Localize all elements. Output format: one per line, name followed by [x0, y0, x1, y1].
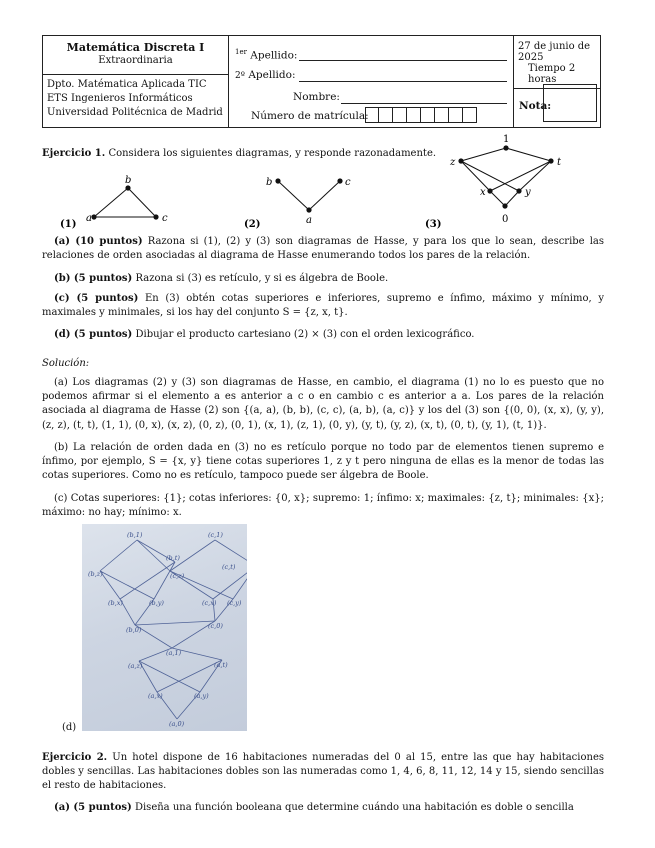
photo-node-b1: (b,1) — [127, 531, 143, 539]
grade-label: Nota: — [519, 100, 552, 112]
course-box — [43, 36, 228, 75]
department: Dpto. Matématica Aplicada TIC — [47, 79, 207, 90]
header-right-cell — [514, 36, 600, 127]
school: ETS Ingenieros Informáticos — [47, 93, 193, 104]
photo-node-c0: (c,0) — [208, 622, 223, 630]
photo-node-cz: (c,z) — [170, 572, 185, 580]
solution-a: (a) Los diagramas (2) y (3) son diagramas de Hasse, en cambio, el diagrama (1) no lo es puesto que no podemos afirmar si el elemento a es anterior a c o en cambio c es anterior a a. Los pares de la relación asociada al diagrama de Hasse (2) son {(a, a), (b, b), (c, c), (a, b), (a, c)} y los del (3) son {(0, 0), (x, x), (y, y), (z, z), (t, t), (1, 1), (0, x), (x, z), (0, z), (0, 1), (x, 1), (z, 1), (0, y), (y, t), (y, z), (x, t), (0, t), (y, 1), (t, 1)}. — [42, 377, 604, 431]
d2-node-b — [275, 178, 280, 183]
second-surname-field[interactable] — [299, 81, 507, 82]
d3-node-0 — [502, 203, 507, 208]
photo-node-bt: (b,t) — [166, 554, 180, 562]
d1-node-b — [125, 185, 130, 190]
photo-node-ct: (c,t) — [222, 563, 236, 571]
photo-sketch — [82, 524, 247, 731]
enrollment-label: Número de matrícula: — [251, 110, 369, 122]
university: Universidad Politécnica de Madrid — [47, 107, 223, 118]
photo-node-ax: (a,x) — [148, 692, 163, 700]
exercise2-part-a: (a) (5 puntos) Diseña una función booleana que determine cuándo una habitación es doble o sencilla — [54, 802, 574, 813]
d3-label-0: 0 — [502, 214, 509, 225]
d2-label-a: a — [306, 215, 312, 226]
header-student-cell — [229, 36, 514, 127]
d3-label-z: z — [450, 157, 456, 168]
exercise1-part-a: (a) (10 puntos) Razona si (1), (2) y (3) son diagramas de Hasse, y para los que lo sean, describe las relaciones de orden asociadas al diagrama de Hasse enumerando todos los pares de la relación. — [42, 236, 604, 262]
exam-date: 27 de junio de 2025 — [518, 41, 591, 63]
diagram-label-1: (1) — [60, 219, 77, 230]
handwritten-diagram-photo — [82, 524, 247, 731]
photo-node-b0: (b,0) — [126, 626, 142, 634]
photo-node-cy: (c,y) — [227, 599, 242, 607]
photo-node-by: (b,y) — [149, 599, 164, 607]
header-left-cell — [43, 36, 229, 127]
d3-node-y — [516, 188, 521, 193]
solution-title: Solución: — [42, 358, 90, 369]
grade-box[interactable] — [543, 84, 597, 122]
time-allowed: Tiempo 2 horas — [528, 63, 576, 85]
photo-node-at: (a,t) — [214, 661, 228, 669]
enrollment-boxes[interactable] — [365, 107, 477, 123]
photo-node-az: (a,z) — [128, 662, 143, 670]
photo-node-a0: (a,0) — [169, 720, 185, 728]
exercise1-part-d: (d) (5 puntos) Dibujar el producto cartesiano (2) × (3) con el orden lexicográfico. — [54, 329, 475, 340]
exercise1-part-b: (b) (5 puntos) Razona si (3) es retículo, y si es álgebra de Boole. — [54, 273, 389, 284]
d3-label-x: x — [480, 187, 486, 198]
photo-node-bx: (b,x) — [108, 599, 123, 607]
d3-label-y: y — [525, 187, 531, 198]
exercise1-part-c: (c) (5 puntos) En (3) obtén cotas superiores e inferiores, supremo e ínfimo, máximo y mínimo, y maximales y minimales, si los hay del conjunto S = {z, x, t}. — [42, 293, 604, 319]
d1-label-b: b — [125, 175, 132, 186]
d3-label-t: t — [557, 157, 562, 168]
exam-header-table — [42, 35, 601, 128]
institution-block — [47, 78, 223, 120]
name-label: Nombre: — [293, 91, 340, 103]
photo-node-bz: (b,z) — [88, 570, 103, 578]
photo-node-c1: (c,1) — [208, 531, 223, 539]
d3-node-t — [548, 158, 553, 163]
photo-node-ay: (a,y) — [194, 692, 209, 700]
d3-node-1 — [503, 145, 508, 150]
d3-label-1: 1 — [503, 134, 510, 145]
d2-node-c — [337, 178, 342, 183]
d1-label-a: a — [86, 213, 92, 224]
first-surname-label: $^{1er}$ Apellido: — [235, 48, 298, 62]
exercise2-text: Ejercicio 2. Un hotel dispone de 16 habitaciones numeradas del 0 al 15, entre las que hay habitaciones dobles y sencillas. Las habitaciones dobles son las numeradas como 1, 4, 6, 8, 11, 12, 14 y 15, siendo sencillas el resto de habitaciones. — [42, 752, 604, 792]
d3-node-z — [458, 158, 463, 163]
solution-c: (c) Cotas superiores: {1}; cotas inferiores: {0, x}; supremo: 1; ínfimo: x; maximales: {z, t}; minimales: {x}; máximo: no hay; mínimo: x. — [42, 493, 604, 519]
photo-node-cx: (c,x) — [202, 599, 217, 607]
exam-type: Extraordinaria — [98, 55, 173, 66]
d2-label-c: c — [345, 177, 351, 188]
d2-node-a — [306, 207, 311, 212]
date-box — [514, 36, 600, 89]
d1-node-a — [91, 214, 96, 219]
d1-label-c: c — [162, 213, 168, 224]
second-surname-label: 2º Apellido: — [235, 69, 296, 81]
d3-node-x — [487, 188, 492, 193]
course-title: Matemática Discreta I — [66, 41, 205, 54]
exercise1-intro: Ejercicio 1. Considera los siguientes diagramas, y responde razonadamente. — [42, 148, 437, 159]
solution-b: (b) La relación de orden dada en (3) no es retículo porque no todo par de elementos tienen supremo e ínfimo, por ejemplo, S = {x, y} tiene cotas superiores 1, z y t pero ninguna de ellas es la menor de todas las cotas superiores. Como no es retículo, tampoco puede ser álgebra de Boole. — [42, 442, 604, 482]
solution-d-label: (d) — [62, 722, 77, 733]
first-surname-field[interactable] — [299, 60, 507, 61]
diagram-label-2: (2) — [244, 219, 261, 230]
photo-node-a1: (a,1) — [166, 649, 182, 657]
exercise1-diagrams — [0, 128, 655, 230]
d1-node-c — [153, 214, 158, 219]
name-field[interactable] — [341, 103, 507, 104]
d2-label-b: b — [266, 177, 273, 188]
diagram-label-3: (3) — [425, 219, 442, 230]
